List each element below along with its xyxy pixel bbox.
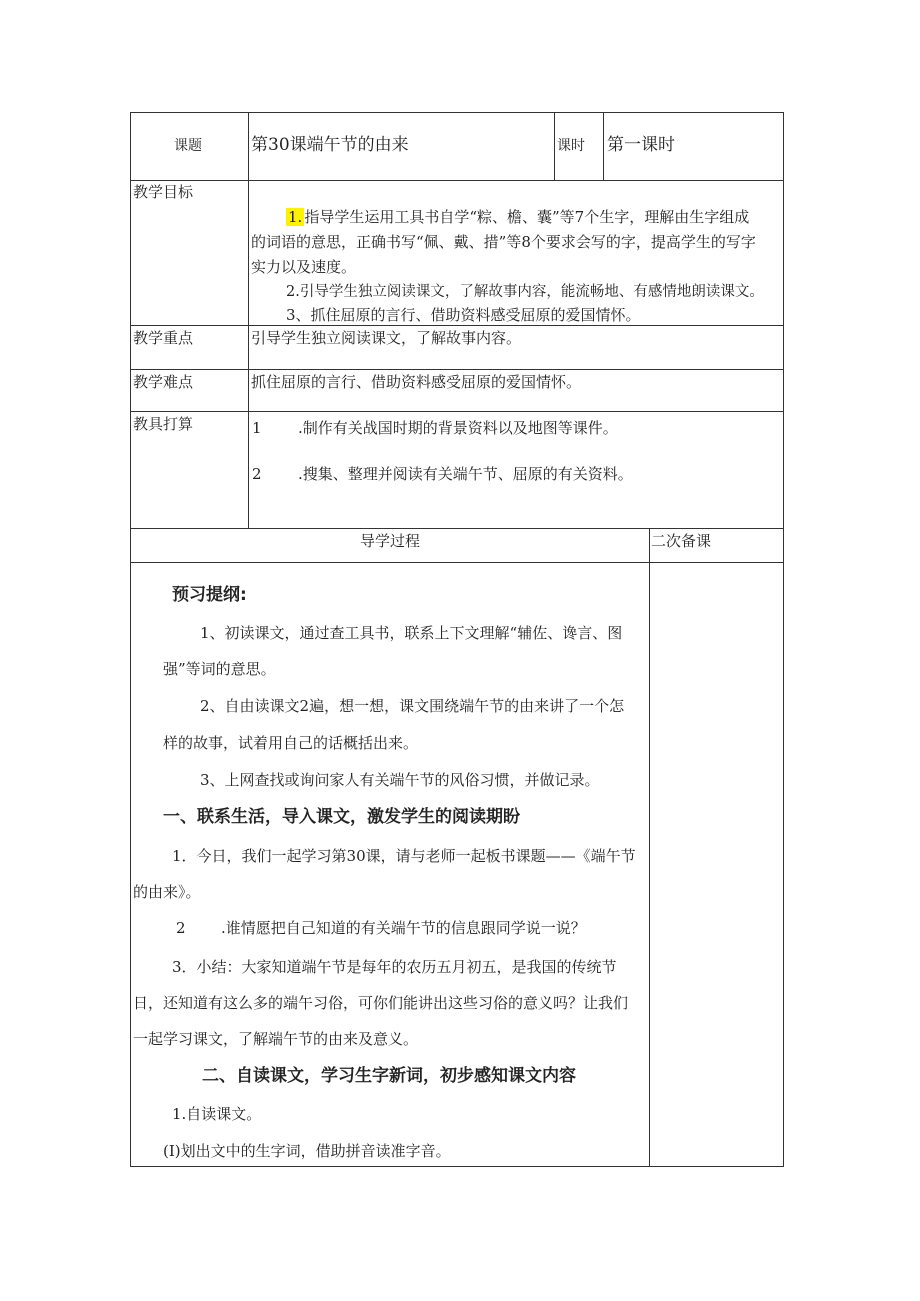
material-2-text: .搜集、整理并阅读有关端午节、屈原的有关资料。 [298,465,633,483]
material-1-text: .制作有关战国时期的背景资料以及地图等课件。 [298,419,618,437]
material-2-number: 2 [252,465,262,483]
key-point-text: 引导学生独立阅读课文，了解故事内容。 [251,329,522,347]
objective-1-text: 指导学生运用工具书自学“粽、檐、囊”等7个生字，理解由生字组成 [304,208,750,226]
objectives-label: 教学目标 [133,183,194,201]
section-1-item-2-text: .谁情愿把自己知道的有关端午节的信息跟同学说一说？ [221,919,586,937]
section-1-item-3-line-2: 日，还知道有这么多的端午习俗，可你们能讲出这些习俗的意义吗？让我们 [133,994,629,1012]
topic-value: 第30课端午节的由来 [251,135,409,155]
row-divider-keypoint [130,325,784,326]
table-border-bottom [130,1166,784,1167]
notes-column-divider [649,528,650,1167]
section-1-item-2-number: 2 [176,919,186,937]
label-column-divider [248,112,249,529]
topic-label: 课题 [174,138,202,154]
difficulty-label: 教学难点 [133,373,194,391]
preview-3: 3、上网查找或询问家人有关端午节的风俗习惯，并做记录。 [200,771,600,789]
period-label-left-divider [554,112,555,181]
preview-1-line-1: 1、初读课文，通过查工具书，联系上下文理解“辅佐、谗言、图 [200,624,623,642]
preview-2-line-1: 2、自由读课文2遍，想一想，课文围绕端午节的由来讲了一个怎 [200,697,625,715]
preview-title: 预习提纲: [172,585,247,605]
difficulty-text: 抓住屈原的言行、借助资料感受屈原的爱国情怀。 [251,373,582,391]
table-border-left [130,112,131,1167]
period-label-right-divider [603,112,604,181]
row-divider-difficulty [130,369,784,370]
objective-1-line-2: 的词语的意思，正确书写“佩、戴、措”等8个要求会写的字，提高学生的写字 [251,233,756,251]
objective-1-line-3: 实力以及速度。 [251,258,357,276]
objective-1-line-1 [286,207,749,227]
process-label: 导学过程 [360,532,421,550]
section-1-item-3-line-3: 一起学习课文，了解端午节的由来及意义。 [133,1030,419,1048]
section-1-item-1-line-1: 1．今日，我们一起学习第30课，请与老师一起板书课题——《端午节 [172,847,636,865]
objective-1-number: 1. [288,208,303,226]
material-1-number: 1 [252,419,262,437]
notes-label: 二次备课 [651,532,712,550]
row-divider-objectives [130,180,784,181]
table-border-top [130,112,784,113]
key-point-label: 教学重点 [133,329,194,347]
row-divider-materials [130,411,784,412]
section-1-item-1-line-2: 的由来》。 [133,883,201,901]
period-value: 第一课时 [607,135,675,155]
row-divider-process [130,528,784,529]
period-label: 课时 [557,138,585,154]
objective-3: 3、抓住屈原的言行、借助资料感受屈原的爱国情怀。 [286,306,641,324]
section-2-title: 二、自读课文，学习生字新词，初步感知课文内容 [202,1066,576,1086]
row-divider-body [130,562,784,563]
materials-label: 教具打算 [133,415,194,433]
objective-2: 2.引导学生独立阅读课文，了解故事内容，能流畅地、有感情地朗读课文。 [286,284,764,300]
section-2-item-1: 1.自读课文。 [172,1105,262,1123]
section-1-item-3-line-1: 3．小结：大家知道端午节是每年的农历五月初五，是我国的传统节 [172,958,617,976]
table-border-right [783,112,784,1167]
preview-2-line-2: 样的故事，试着用自己的话概括出来。 [163,734,419,752]
section-1-title: 一、联系生活，导入课文，激发学生的阅读期盼 [163,807,520,827]
preview-1-line-2: 强”等词的意思。 [163,660,276,678]
section-2-item-1-sub: (I)划出文中的生字词，借助拼音读准字音。 [163,1142,451,1160]
